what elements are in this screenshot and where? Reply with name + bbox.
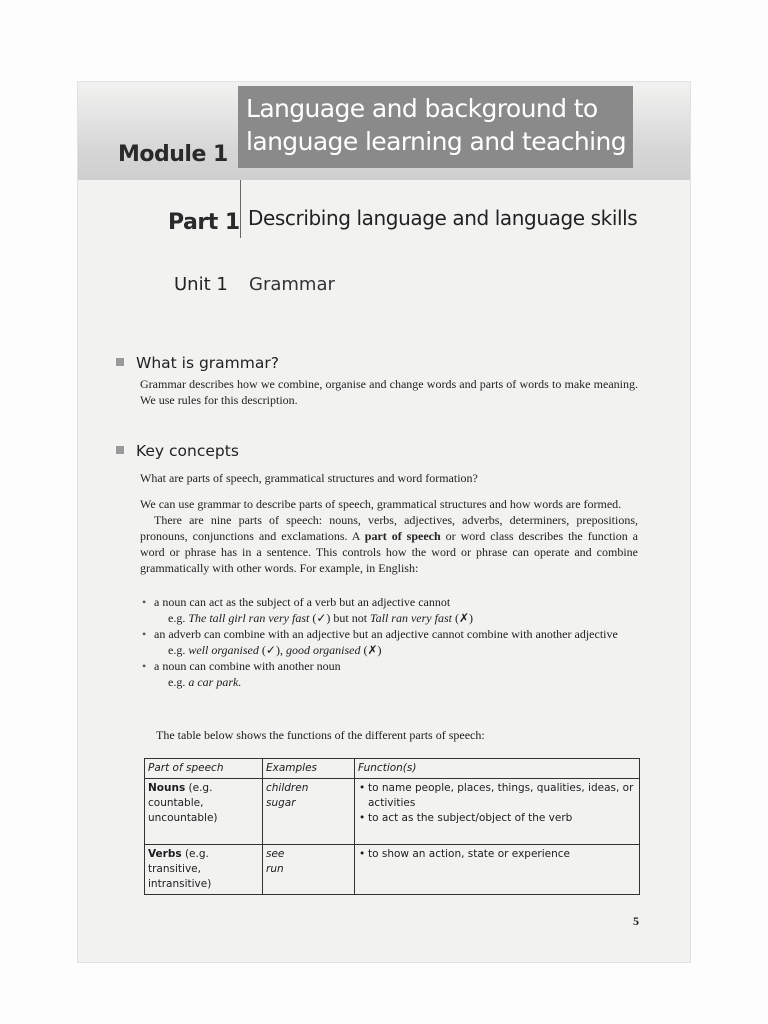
key-concepts-para-1: We can use grammar to describe parts of speech, grammatical structures and how words are formed. bbox=[140, 497, 622, 511]
list-item bbox=[140, 658, 638, 690]
bullet-example bbox=[154, 674, 638, 690]
check-mark-icon: (✓) bbox=[312, 611, 331, 625]
cross-mark-icon: (✗) bbox=[454, 611, 473, 625]
part-subtypes: (e.g. countable, uncountable) bbox=[148, 782, 218, 824]
list-item bbox=[140, 594, 638, 626]
part-cell bbox=[145, 779, 263, 845]
page-number: 5 bbox=[633, 914, 639, 928]
module-title bbox=[238, 86, 633, 168]
example-word: see bbox=[266, 848, 285, 860]
eg-label: e.g. bbox=[168, 643, 186, 657]
bullet-text: • a noun can combine with another noun bbox=[154, 659, 341, 673]
examples-bullet-list bbox=[140, 594, 638, 690]
example-word: children bbox=[266, 782, 309, 794]
list-item bbox=[140, 626, 638, 658]
table-header-row bbox=[145, 759, 640, 779]
part-title: Describing language and language skills bbox=[248, 206, 638, 230]
example-incorrect: good organised bbox=[285, 643, 361, 657]
example-connector: but not bbox=[333, 611, 368, 625]
parts-of-speech-table bbox=[144, 758, 640, 895]
part-name: Verbs bbox=[148, 848, 182, 860]
module-label: Module 1 bbox=[118, 142, 228, 167]
eg-label: e.g. bbox=[168, 611, 186, 625]
bullet-text: • a noun can act as the subject of a verb but an adjective cannot bbox=[154, 595, 451, 609]
key-concepts-para-2 bbox=[140, 512, 638, 576]
function-item: • to show an action, state or experience bbox=[368, 847, 636, 862]
book-page bbox=[78, 82, 690, 962]
example-correct: a car park. bbox=[188, 675, 242, 689]
module-title-line-2: language learning and teaching bbox=[246, 127, 627, 156]
example-correct: The tall girl ran very fast bbox=[188, 611, 310, 625]
examples-cell bbox=[263, 845, 355, 895]
example-incorrect: Tall ran very fast bbox=[370, 611, 452, 625]
unit-title: Grammar bbox=[249, 274, 335, 295]
example-word: sugar bbox=[266, 797, 296, 809]
function-item: • to name people, places, things, qualities, ideas, or activities bbox=[368, 781, 636, 811]
key-concepts-question: What are parts of speech, grammatical structures and word formation? bbox=[140, 471, 478, 485]
table-row bbox=[145, 779, 640, 845]
table-row bbox=[145, 845, 640, 895]
part-subtypes: (e.g. transitive, intransitive) bbox=[148, 848, 212, 890]
column-header-functions: Function(s) bbox=[355, 759, 640, 779]
bullet-text: • an adverb can combine with an adjective but an adjective cannot combine with another adjective bbox=[154, 627, 618, 641]
what-is-grammar-body: Grammar describes how we combine, organise and change words and parts of words to make meaning. We use rules for this description. bbox=[140, 377, 638, 407]
unit-label: Unit 1 bbox=[174, 274, 228, 295]
part-label: Part 1 bbox=[168, 210, 240, 235]
square-bullet-icon bbox=[116, 446, 124, 454]
example-correct: well organised bbox=[188, 643, 259, 657]
functions-cell bbox=[355, 779, 640, 845]
functions-cell bbox=[355, 845, 640, 895]
eg-label: e.g. bbox=[168, 675, 186, 689]
function-item: • to act as the subject/object of the verb bbox=[368, 811, 636, 826]
part-cell bbox=[145, 845, 263, 895]
section-heading-what-is-grammar bbox=[116, 354, 279, 372]
section-heading-key-concepts bbox=[116, 442, 239, 460]
heading-text: Key concepts bbox=[136, 442, 239, 460]
vertical-rule bbox=[240, 180, 241, 238]
cross-mark-icon: (✗) bbox=[363, 643, 382, 657]
module-title-line-1: Language and background to bbox=[246, 94, 598, 123]
heading-text: What is grammar? bbox=[136, 354, 279, 372]
bullet-example bbox=[154, 642, 638, 658]
table-intro: The table below shows the functions of the different parts of speech: bbox=[156, 728, 485, 742]
para-2-bold-term: part of speech bbox=[364, 529, 441, 543]
example-word: run bbox=[266, 863, 284, 875]
check-mark-icon: (✓), bbox=[261, 643, 283, 657]
para-2-text-a: There are nine parts of speech: nouns, verbs, adjectives, adverbs, determiners, prepositions, pronouns, conjunctions and exclamations. A bbox=[140, 513, 638, 543]
para-2-text-b: or word class describes the function a word or phrase has in a sentence. This controls how the word or phrase can operate and combine grammatically with other words. For example, in English: bbox=[140, 529, 638, 575]
key-concepts-body bbox=[140, 470, 638, 576]
square-bullet-icon bbox=[116, 358, 124, 366]
column-header-examples: Examples bbox=[263, 759, 355, 779]
part-name: Nouns bbox=[148, 782, 186, 794]
column-header-part: Part of speech bbox=[145, 759, 263, 779]
examples-cell bbox=[263, 779, 355, 845]
bullet-example bbox=[154, 610, 638, 626]
